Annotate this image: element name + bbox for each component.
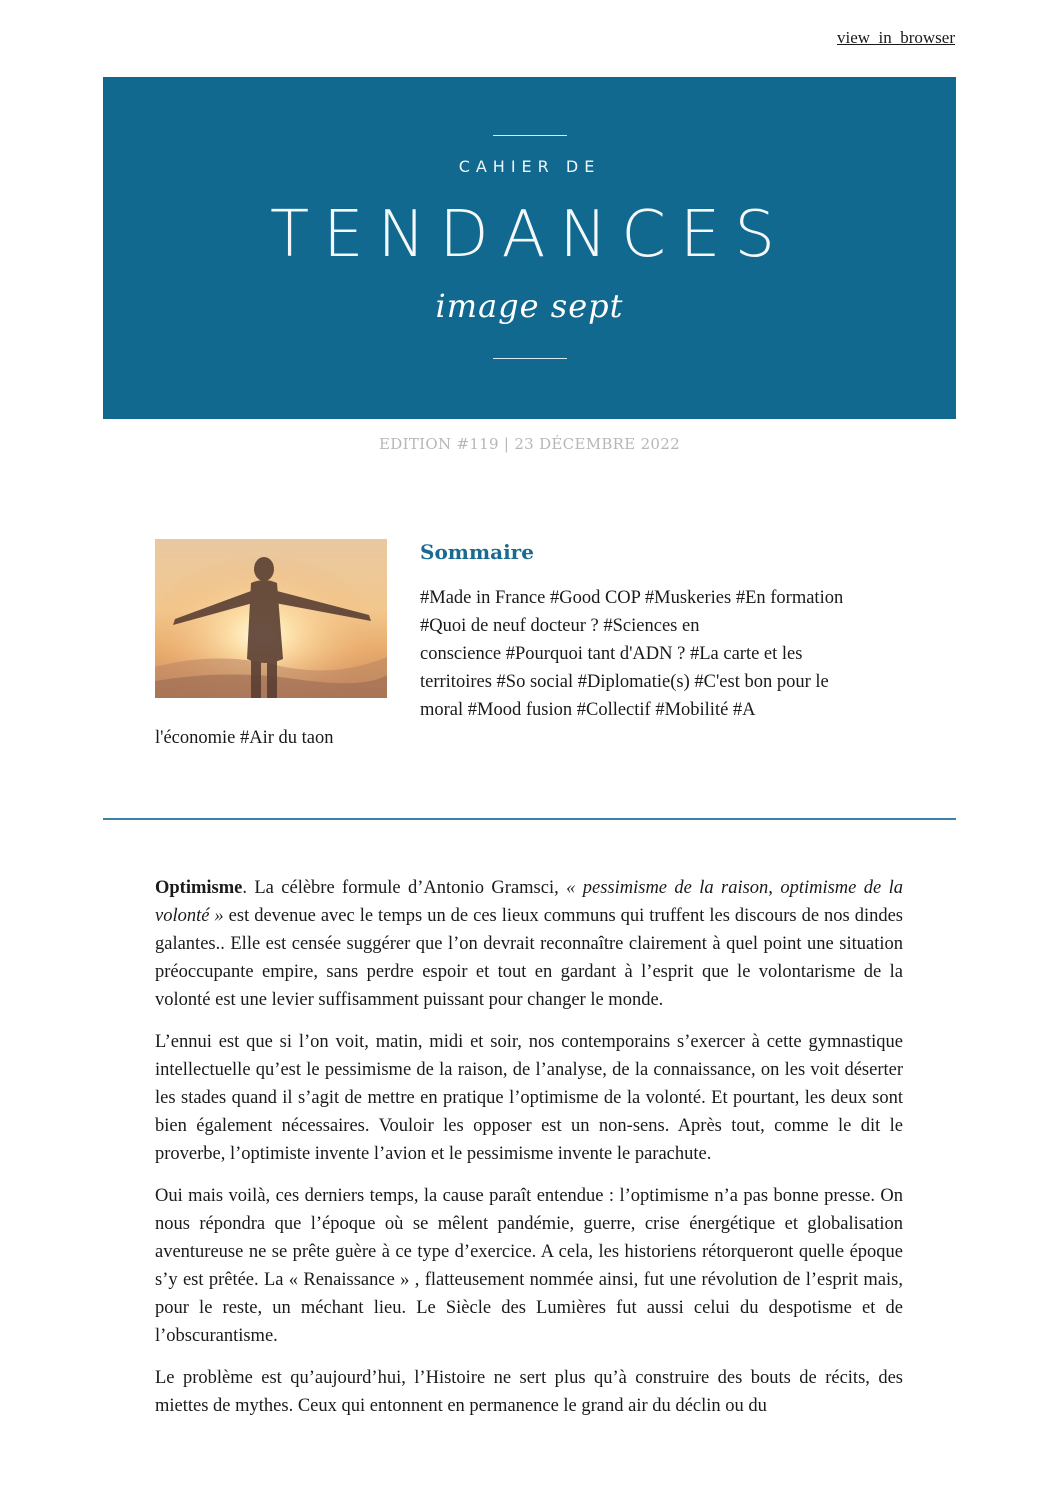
article-paragraph: L’ennui est que si l’on voit, matin, midi et soir, nos contemporains s’exercer à cette gymnastique intellectuelle qu’est le pessimisme de la raison, de l’analyse, de la connaissance, on les voit déserter les stades quand il s’agit de mettre en pratique l’optimisme de la volonté. Et pourtant, les deux sont bien également nécessaires. Vouloir les opposer est un non-sens. Après tout, comme le dit le proverbe, l’optimiste invente l’avion et le pessimisme invente le parachute. xyxy=(155,1032,903,1164)
banner-script-logo: image sept xyxy=(435,287,624,325)
article-text: est devenue avec le temps un de ces lieux communs qui truffent les discours de nos dindes galantes.. Elle est censée suggérer que l’on devrait reconnaître clairement à quel point une situation préoccupante empire, sans perdre espoir et tout en gardant à l’esprit que le volontarisme de la volonté est une levier suffisamment puissant pour changer le monde. xyxy=(155,906,903,1010)
article-lead-word: Optimisme xyxy=(155,878,243,898)
header-banner xyxy=(103,77,956,419)
sommaire-tail: l'économie #Air du taon xyxy=(155,728,334,748)
banner-kicker: CAHIER DE xyxy=(458,157,601,176)
article-quote: « pessimisme de la raison, optimisme de la volonté » xyxy=(155,878,903,926)
banner-bottom-rule xyxy=(493,358,567,359)
sommaire-line: #Made in France #Good COP #Muskeries #En formation xyxy=(420,588,844,608)
sommaire-line: territoires #So social #Diplomatie(s) #C'est bon pour le xyxy=(420,672,829,692)
sommaire-photo xyxy=(155,539,387,698)
banner-top-rule xyxy=(493,135,567,136)
sommaire-line: #Quoi de neuf docteur ? #Sciences en xyxy=(420,616,700,636)
article-text: . La célèbre formule d’Antonio Gramsci, xyxy=(242,878,567,898)
article-paragraph: Le problème est qu’aujourd’hui, l’Histoire ne sert plus qu’à construire des bouts de récits, des miettes de mythes. Ceux qui entonnent en permanence le grand air du déclin ou du xyxy=(155,1368,903,1416)
edition-line: EDITION #119 | 23 DÉCEMBRE 2022 xyxy=(379,435,680,453)
section-divider xyxy=(103,818,956,820)
sommaire-tags xyxy=(420,584,910,724)
article-paragraph xyxy=(155,874,903,1014)
article-paragraph: Oui mais voilà, ces derniers temps, la cause paraît entendue : l’optimisme n’a pas bonne presse. On nous répondra que l’époque où se mêlent pandémie, guerre, crise énergétique et globalisation aventureuse ne se prête guère à ce type d’exercice. A cela, les historiens rétorqueront quelle époque s’y est prêtée. La « Renaissance » , flatteusement nommée ainsi, fut une révolution de l’esprit mais, pour le reste, un méchant lieu. Le Siècle des Lumières fut aussi celui du despotisme et de l’obscurantisme. xyxy=(155,1186,903,1346)
banner-title: TENDANCES xyxy=(270,198,789,272)
sommaire-line: conscience #Pourquoi tant d'ADN ? #La carte et les xyxy=(420,644,803,664)
sommaire-line: moral #Mood fusion #Collectif #Mobilité #A xyxy=(420,700,756,720)
view-in-browser-link[interactable]: view_in_browser xyxy=(836,28,955,47)
article-body xyxy=(155,874,903,1434)
sommaire-title: Sommaire xyxy=(420,540,534,564)
